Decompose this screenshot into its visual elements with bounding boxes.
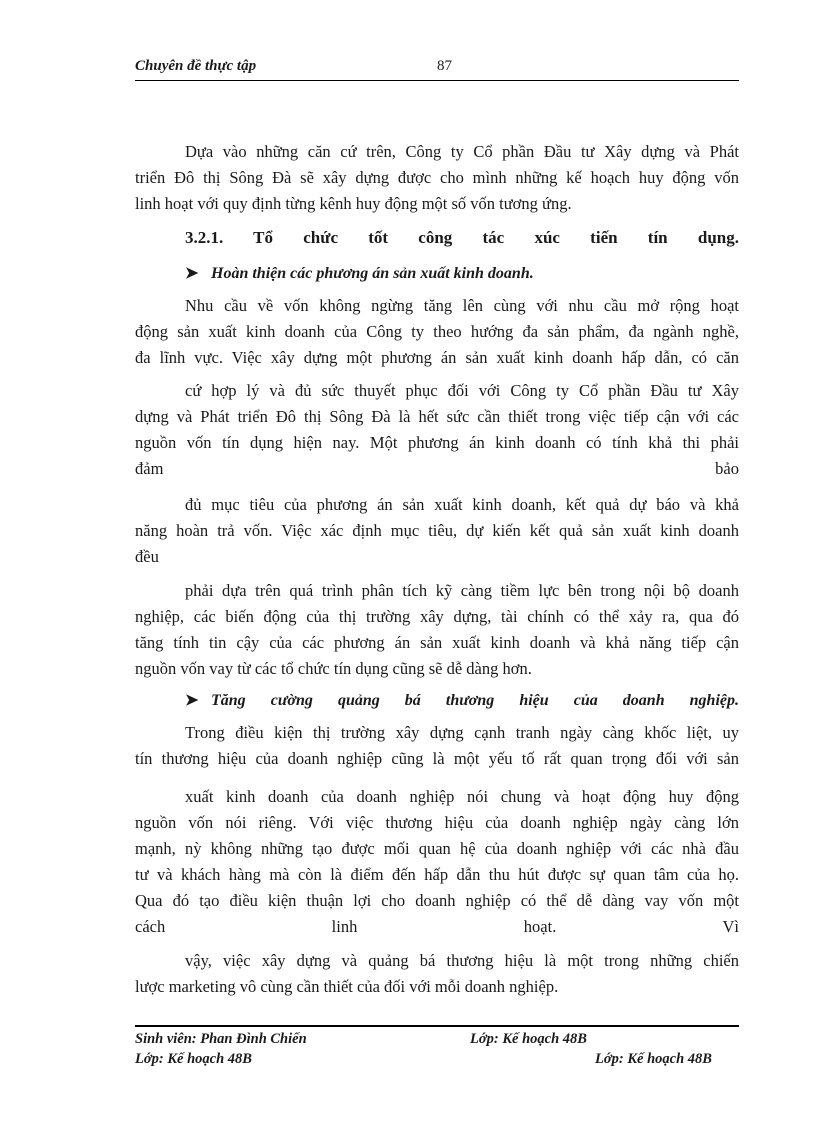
text-line: Nhu cầu về vốn không ngừng tăng lên cùng với nhu cầu mở rộng hoạt xyxy=(185,296,739,315)
text-line: Trong điều kiện thị trường xây dựng cạnh tranh ngày càng khốc liệt, uy xyxy=(185,723,739,742)
text-line: đảm bảo xyxy=(135,459,739,478)
text-line: tư và khách hàng mà còn là điểm đến hấp dẫn thu hút được sự quan tâm của họ. xyxy=(135,865,739,884)
paragraph-6 xyxy=(135,720,739,772)
arrow-bullet-icon: ➤ xyxy=(185,265,199,282)
text-line: đa lĩnh vực. Việc xây dựng một phương án sản xuất kinh doanh hấp dẫn, có căn xyxy=(135,348,739,367)
footer-student: Sinh viên: Phan Đình Chiến xyxy=(135,1031,307,1047)
bullet-text: Tăng cường quảng bá thương hiệu của doanh nghiệp. xyxy=(211,692,739,709)
page-number: 87 xyxy=(437,58,452,74)
text-line: động sản xuất kinh doanh của Công ty theo hướng đa sản phẩm, đa ngành nghề, xyxy=(135,322,739,341)
text-line: nguồn vốn tín dụng hiện nay. Một phương án kinh doanh có tính khả thi phải xyxy=(135,433,739,452)
text-line: phải dựa trên quá trình phân tích kỹ càng tiềm lực bên trong nội bộ doanh xyxy=(185,581,739,600)
section-heading: 3.2.1. Tổ chức tốt công tác xúc tiến tín dụng. xyxy=(185,228,739,247)
paragraph-1 xyxy=(135,139,739,217)
paragraph-3 xyxy=(135,378,739,482)
text-line: cách linh hoạt. Vì xyxy=(135,917,739,936)
text-line: đều xyxy=(135,547,159,566)
text-line: tăng tính tin cậy của các phương án sản xuất kinh doanh và khả năng tiếp cận xyxy=(135,633,739,652)
text-line: nghiệp, các biến động của thị trường xây dựng, tài chính có thể xảy ra, qua đó xyxy=(135,607,739,626)
text-line: tín thương hiệu của doanh nghiệp cũng là một yếu tố rất quan trọng đối với sản xyxy=(135,749,739,768)
arrow-bullet-icon: ➤ xyxy=(185,692,199,709)
paragraph-5 xyxy=(135,578,739,682)
paragraph-4 xyxy=(135,492,739,570)
bullet-text: Hoàn thiện các phương án sản xuất kinh doanh. xyxy=(211,265,534,282)
bullet-item xyxy=(185,263,534,283)
text-line: năng hoàn trả vốn. Việc xác định mục tiêu, dự kiến kết quả sản xuất kinh doanh xyxy=(135,521,739,540)
text-line: Qua đó tạo điều kiện thuận lợi cho doanh nghiệp có thể dễ dàng vay vốn một xyxy=(135,891,739,910)
paragraph-7 xyxy=(135,784,739,940)
text-line: triển Đô thị Sông Đà sẽ xây dựng được cho mình những kế hoạch huy động vốn xyxy=(135,168,739,187)
footer-class: Lớp: Kế hoạch 48B xyxy=(595,1051,712,1067)
text-line: nguồn vốn vay từ các tổ chức tín dụng cũng sẽ dễ dàng hơn. xyxy=(135,659,532,678)
paragraph-2 xyxy=(135,293,739,371)
text-line: nguồn vốn nói riêng. Với việc thương hiệu của doanh nghiệp ngày càng lớn xyxy=(135,813,739,832)
bullet-item xyxy=(185,690,739,710)
paragraph-8 xyxy=(135,948,739,1000)
page-header xyxy=(135,58,739,81)
text-line: mạnh, nỳ không những tạo được mối quan hệ của doanh nghiệp với các nhà đầu xyxy=(135,839,739,858)
header-title: Chuyên đề thực tập xyxy=(135,58,257,74)
footer-divider xyxy=(135,1025,739,1027)
text-line: linh hoạt với quy định từng kênh huy động một số vốn tương ứng. xyxy=(135,194,572,213)
footer-class: Lớp: Kế hoạch 48B xyxy=(135,1051,252,1067)
footer-class: Lớp: Kế hoạch 48B xyxy=(470,1031,587,1047)
text-line: đủ mục tiêu của phương án sản xuất kinh doanh, kết quả dự báo và khả xyxy=(185,495,739,514)
text-line: cứ hợp lý và đủ sức thuyết phục đối với Công ty Cổ phần Đầu tư Xây xyxy=(185,381,739,400)
text-line: dựng và Phát triển Đô thị Sông Đà là hết sức cần thiết trong việc tiếp cận với các xyxy=(135,407,739,426)
text-line: lược marketing vô cùng cần thiết của đối với mỗi doanh nghiệp. xyxy=(135,977,559,996)
text-line: Dựa vào những căn cứ trên, Công ty Cổ phần Đầu tư Xây dựng và Phát xyxy=(185,142,739,161)
text-line: vậy, việc xây dựng và quảng bá thương hiệu là một trong những chiến xyxy=(185,951,739,970)
text-line: xuất kinh doanh của doanh nghiệp nói chung và hoạt động huy động xyxy=(185,787,739,806)
